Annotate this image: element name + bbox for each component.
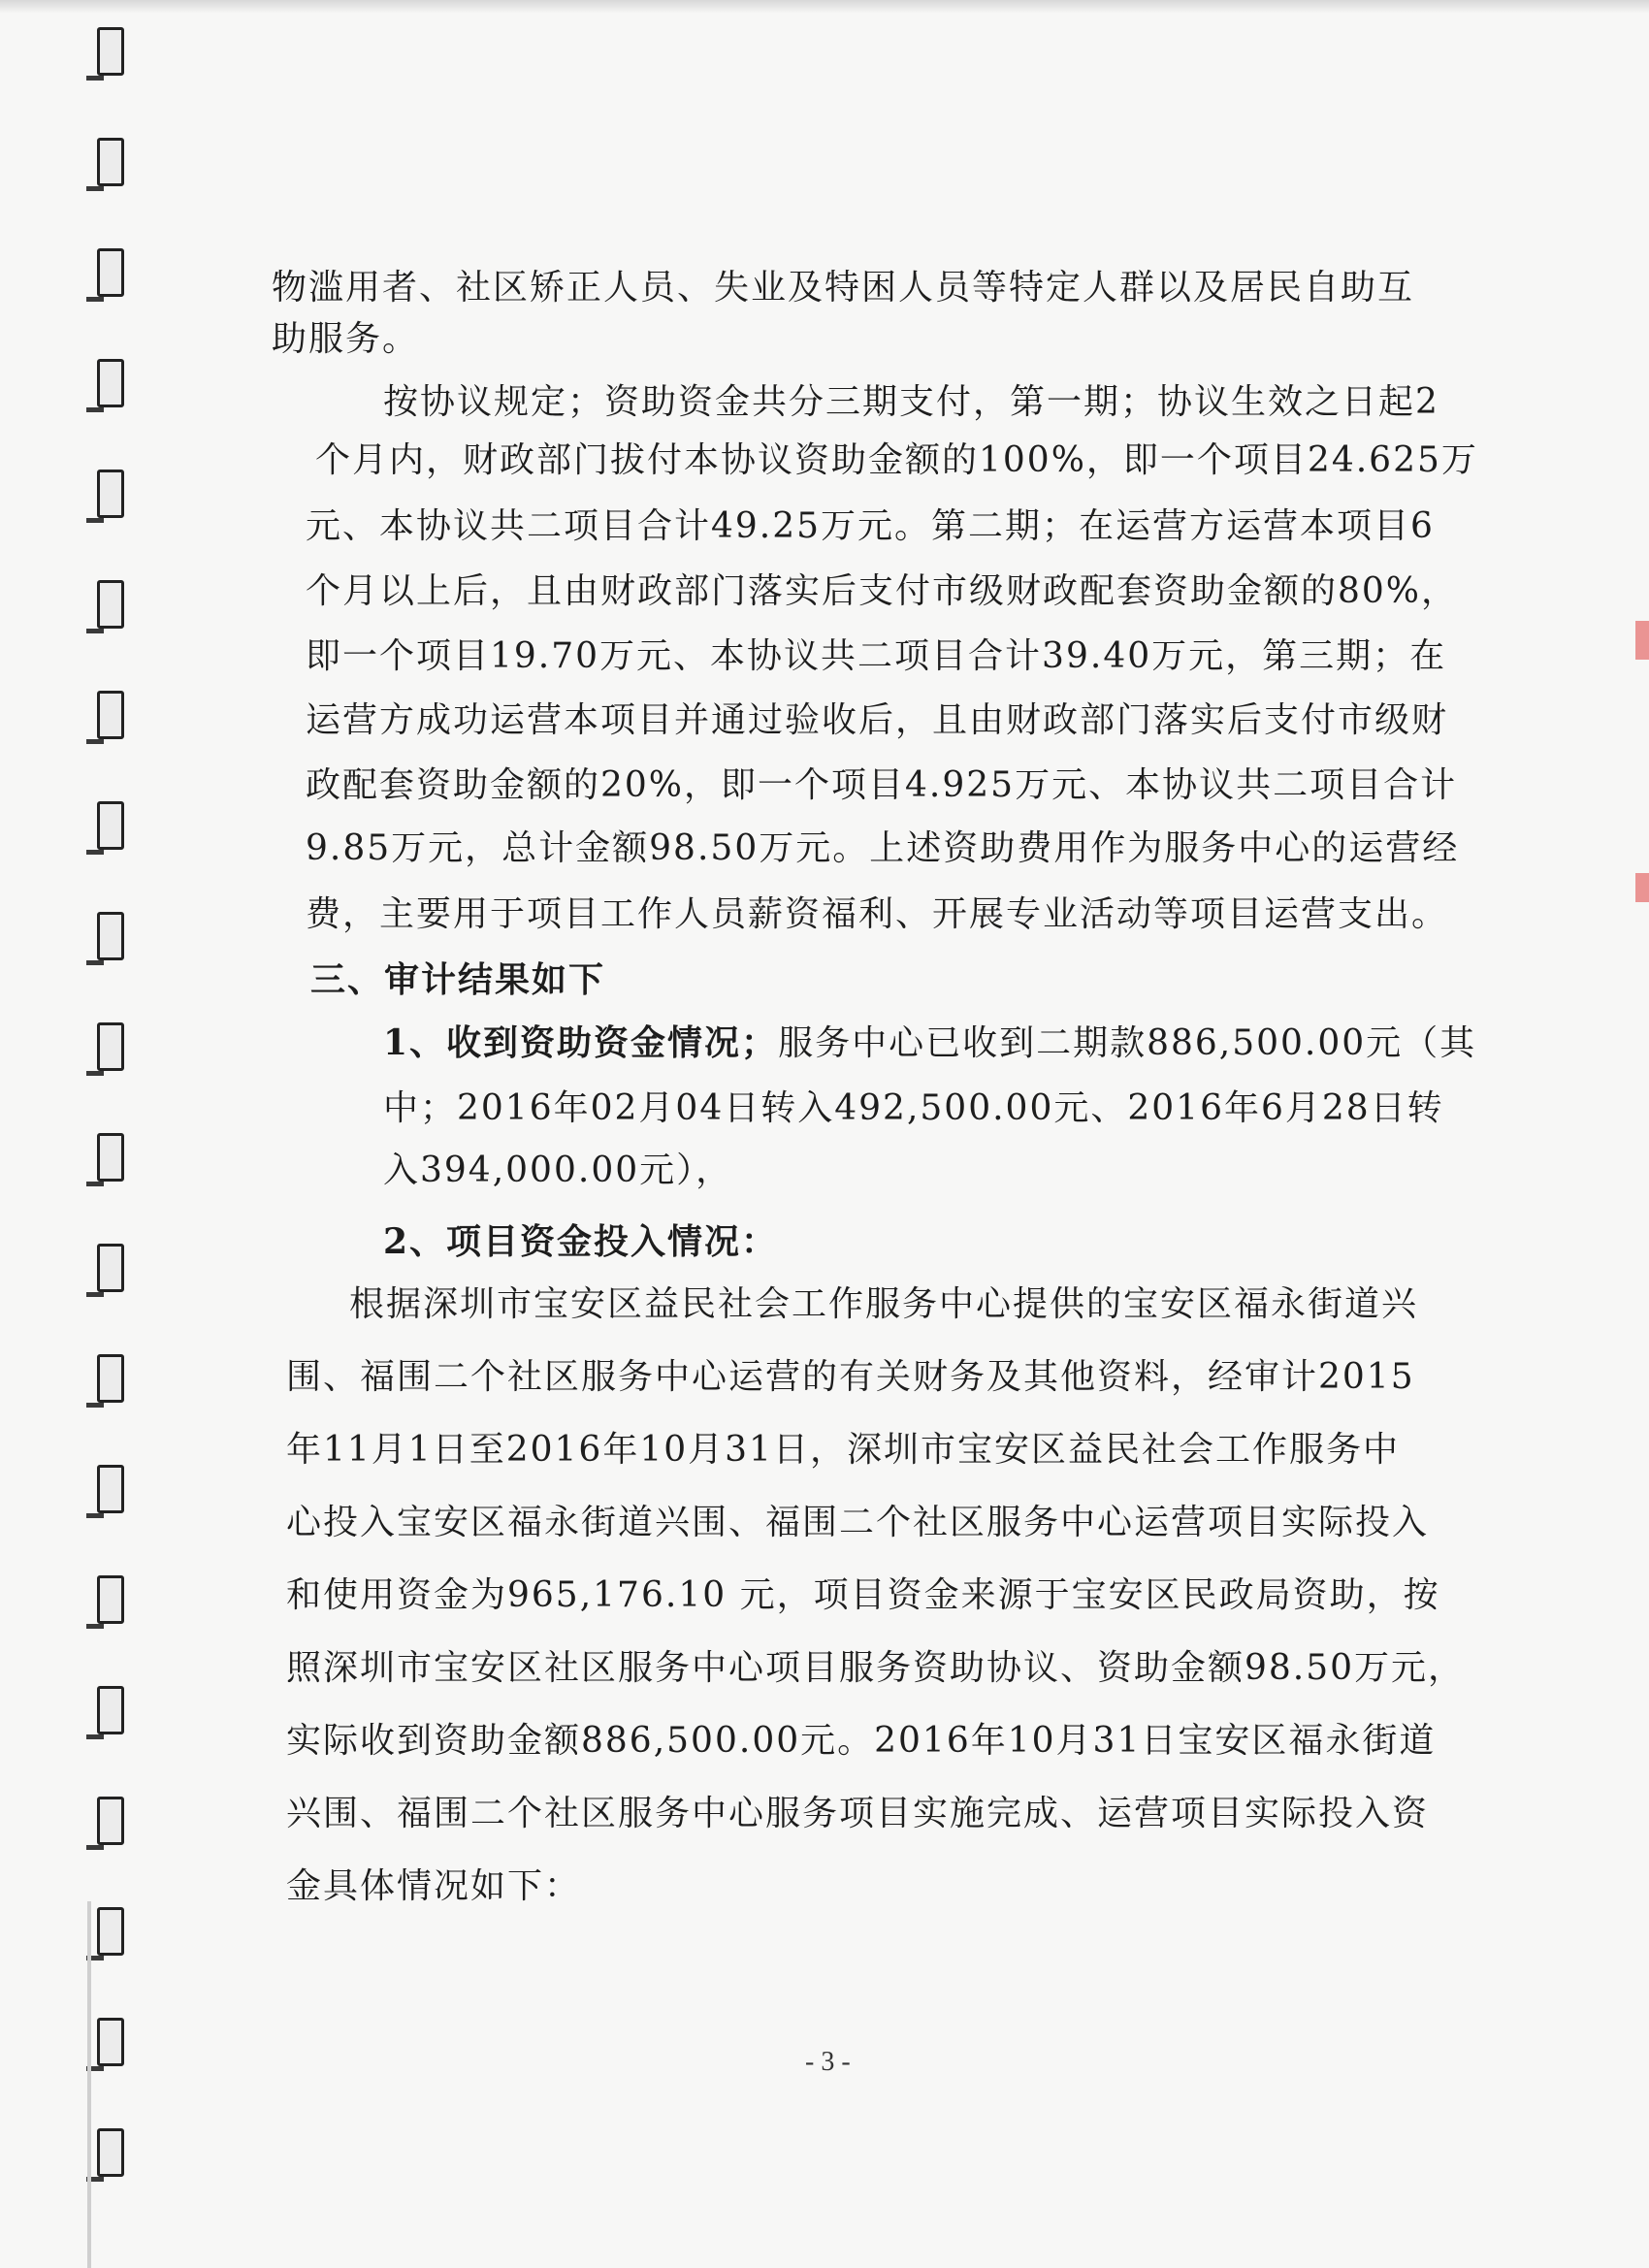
- binding-hole: [97, 2128, 124, 2177]
- binding-hole: [97, 1686, 124, 1734]
- binding-hole: [97, 1575, 124, 1624]
- body-line: 按协议规定；资助资金共分三期支付，第一期；协议生效之日起2: [383, 382, 1439, 422]
- body-line: 围、福围二个社区服务中心运营的有关财务及其他资料，经审计2015: [286, 1357, 1415, 1397]
- body-line: 入394,000.00元），: [383, 1150, 733, 1190]
- body-line: 政配套资助金额的20%，即一个项目4.925万元、本协议共二项目合计: [306, 765, 1458, 805]
- scan-edge: [0, 0, 1649, 14]
- stamp-edge-mark: [1635, 873, 1649, 902]
- binding-hole: [97, 1244, 124, 1292]
- body-line: 助服务。: [272, 319, 420, 359]
- binding-hole: [97, 691, 124, 739]
- body-line: [383, 1023, 1476, 1063]
- page-number: - 3 -: [805, 2047, 851, 2077]
- body-line: 中；2016年02月04日转入492,500.00元、2016年6月28日转: [383, 1088, 1444, 1128]
- body-line: 心投入宝安区福永街道兴围、福围二个社区服务中心运营项目实际投入: [286, 1503, 1430, 1542]
- body-line: 和使用资金为965,176.10 元，项目资金来源于宝安区民政局资助，按: [286, 1575, 1440, 1615]
- stamp-edge-mark: [1635, 621, 1649, 660]
- body-line: 照深圳市宝安区社区服务中心项目服务资助协议、资助金额98.50万元，: [286, 1648, 1466, 1688]
- binding-hole: [97, 248, 124, 297]
- binding-hole: [97, 1022, 124, 1071]
- binding-hole: [97, 138, 124, 186]
- body-line: 年11月1日至2016年10月31日，深圳市宝安区益民社会工作服务中: [286, 1430, 1400, 1470]
- subsection-heading: 2、项目资金投入情况：: [383, 1221, 779, 1262]
- binding-hole: [97, 1354, 124, 1403]
- body-line: 金具体情况如下：: [286, 1866, 582, 1906]
- body-line: 元、本协议共二项目合计49.25万元。第二期；在运营方运营本项目6: [306, 506, 1435, 546]
- binding-hole: [97, 1465, 124, 1513]
- body-line: 物滥用者、社区矫正人员、失业及特困人员等特定人群以及居民自助互: [272, 268, 1415, 308]
- body-line: 费，主要用于项目工作人员薪资福利、开展专业活动等项目运营支出。: [306, 894, 1449, 934]
- body-line: 个月内，财政部门拔付本协议资助金额的100%，即一个项目24.625万: [315, 440, 1478, 480]
- binding-hole: [97, 27, 124, 76]
- body-line: 9.85万元，总计金额98.50万元。上述资助费用作为服务中心的运营经: [306, 828, 1460, 868]
- binding-hole: [97, 1797, 124, 1845]
- binding-hole: [97, 2018, 124, 2066]
- body-text: 服务中心已收到二期款886,500.00元（其: [778, 1023, 1477, 1063]
- body-line: 实际收到资助金额886,500.00元。2016年10月31日宝安区福永街道: [286, 1721, 1437, 1761]
- binding-hole: [97, 470, 124, 518]
- binding-hole: [97, 359, 124, 407]
- section-heading: 三、审计结果如下: [310, 959, 606, 1000]
- body-line: 兴围、福围二个社区服务中心服务项目实施完成、运营项目实际投入资: [286, 1794, 1430, 1833]
- body-line: 个月以上后，且由财政部门落实后支付市级财政配套资助金额的80%，: [306, 571, 1459, 611]
- binding-holes: [0, 0, 126, 2268]
- binding-hole: [97, 1133, 124, 1182]
- binding-hole: [97, 580, 124, 629]
- binding-hole: [97, 912, 124, 960]
- body-line: 运营方成功运营本项目并通过验收后，且由财政部门落实后支付市级财: [306, 700, 1449, 740]
- subsection-heading: 1、收到资助资金情况；: [383, 1022, 779, 1063]
- binding-hole: [97, 1907, 124, 1956]
- body-line: 即一个项目19.70万元、本协议共二项目合计39.40万元，第三期；在: [306, 636, 1447, 676]
- binding-hole: [97, 801, 124, 850]
- body-line: 根据深圳市宝安区益民社会工作服务中心提供的宝安区福永街道兴: [349, 1284, 1419, 1324]
- spine-line: [87, 1901, 91, 2268]
